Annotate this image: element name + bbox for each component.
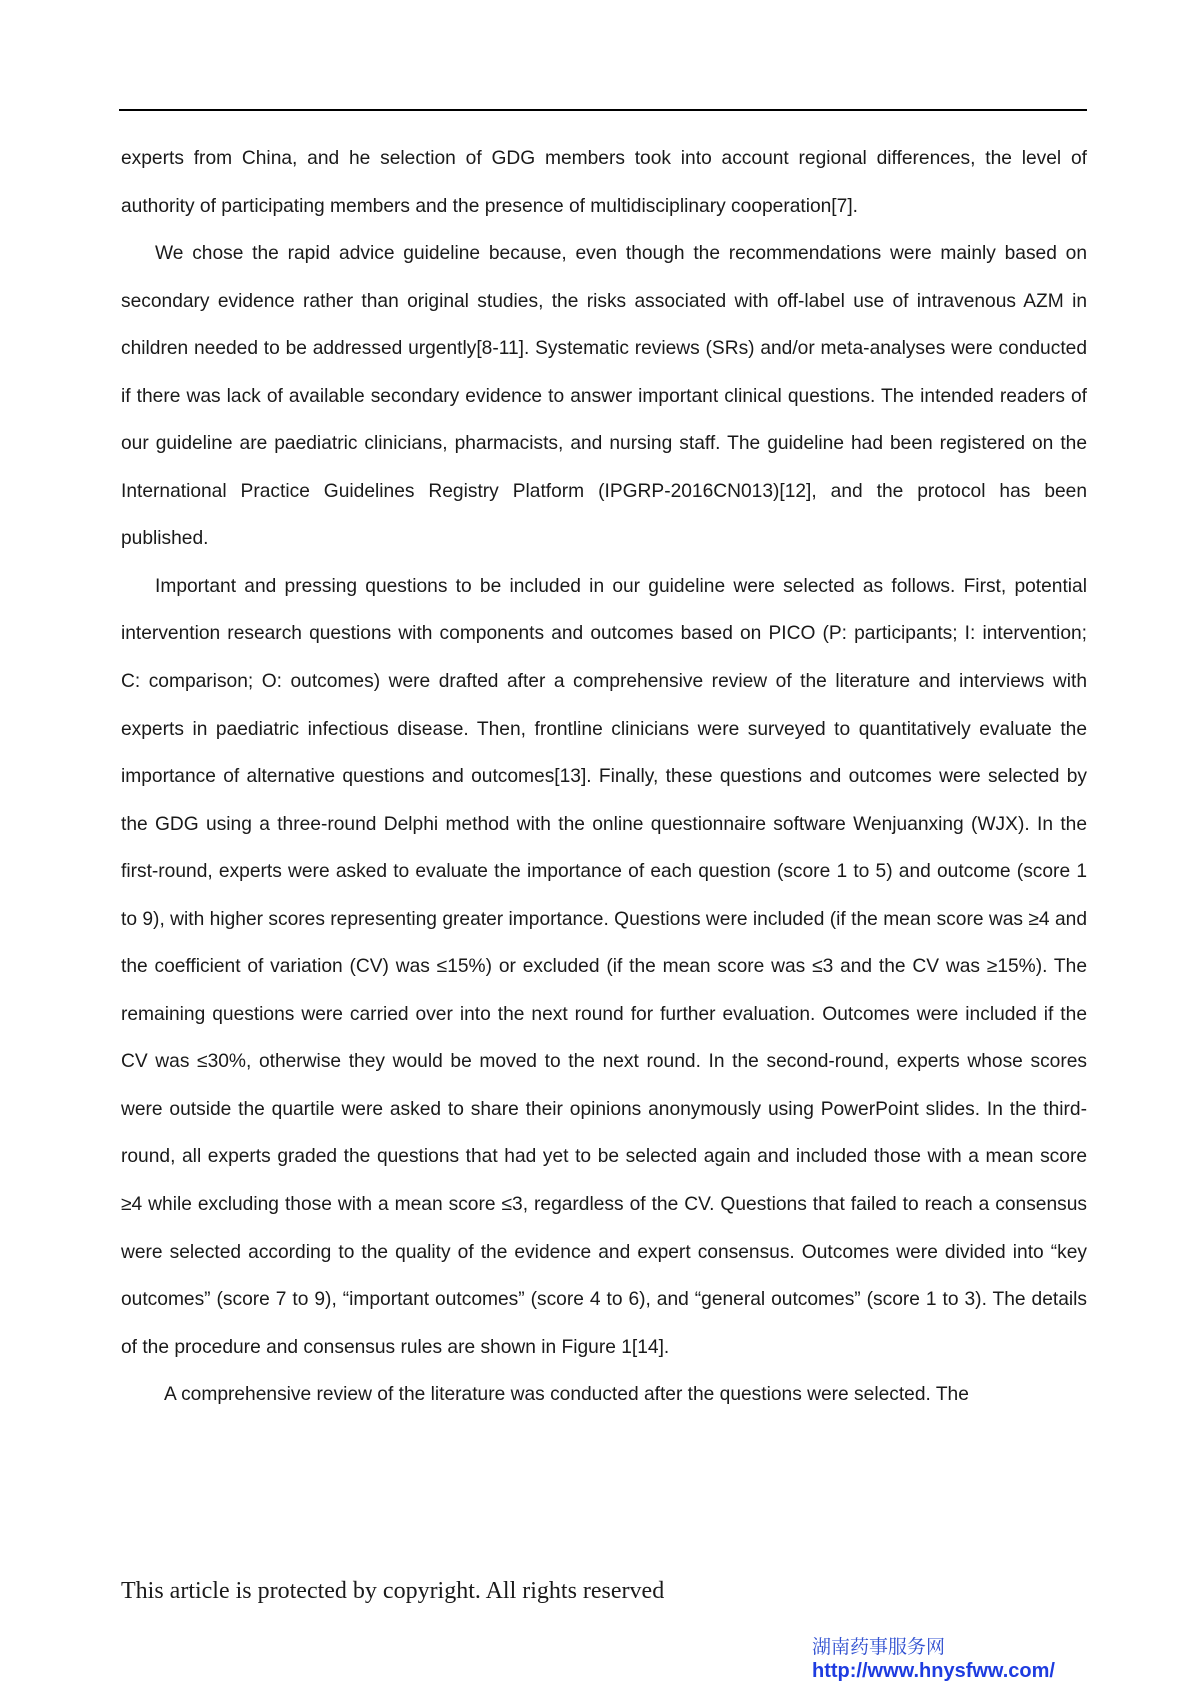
paragraph-question-selection: Important and pressing questions to be included in our guideline were selected as follows. First, potential intervention research questions with components and outcomes based on PICO (P: participants; I: intervention; C: comparison; O: outcomes) were drafted after a comprehensive review of the literature and interviews with experts in paediatric infectious disease. Then, frontline clinicians were surveyed to quantitatively evaluate the importance of alternative questions and outcomes[13]. Finally, these questions and outcomes were selected by the GDG using a three-round Delphi method with the online questionnaire software Wenjuanxing (WJX). In the first-round, experts were asked to evaluate the importance of each question (score 1 to 5) and outcome (score 1 to 9), with higher scores representing greater importance. Questions were included (if the mean score was ≥4 and the coefficient of variation (CV) was ≤15%) or excluded (if the mean score was ≤3 and the CV was ≥15%). The remaining questions were carried over into the next round for further evaluation. Outcomes were included if the CV was ≤30%, otherwise they would be moved to the next round. In the second-round, experts whose scores were outside the quartile were asked to share their opinions anonymously using PowerPoint slides. In the third-round, all experts graded the questions that had yet to be selected again and included those with a mean score ≥4 while excluding those with a mean score ≤3, regardless of the CV. Questions that failed to reach a consensus were selected according to the quality of the evidence and expert consensus. Outcomes were divided into “key outcomes” (score 7 to 9), “important outcomes” (score 4 to 6), and “general outcomes” (score 1 to 3). The details of the procedure and consensus rules are shown in Figure 1[14].	[121, 575, 1087, 1358]
paragraph-literature-review: A comprehensive review of the literature was conducted after the questions were selected. The	[164, 1384, 969, 1406]
copyright-notice: This article is protected by copyright. All rights reserved	[121, 1578, 665, 1604]
paragraph-continuation: experts from China, and he selection of GDG members took into account regional differences, the level of authority of participating members and the presence of multidisciplinary cooperation[7].	[121, 148, 1087, 217]
watermark-url[interactable]: http://www.hnysfww.com/	[812, 1660, 1055, 1682]
header-rule	[119, 109, 1087, 111]
body-text	[121, 135, 1087, 1419]
paragraph-rapid-advice: We chose the rapid advice guideline because, even though the recommendations were mainly based on secondary evidence rather than original studies, the risks associated with off-label use of intravenous AZM in children needed to be addressed urgently[8-11]. Systematic reviews (SRs) and/or meta-analyses were conducted if there was lack of available secondary evidence to answer important clinical questions. The intended readers of our guideline are paediatric clinicians, pharmacists, and nursing staff. The guideline had been registered on the International Practice Guidelines Registry Platform (IPGRP-2016CN013)[12], and the protocol has been published.	[121, 243, 1087, 550]
watermark-site-name: 湖南药事服务网	[812, 1636, 946, 1658]
site-watermark	[812, 1636, 1072, 1684]
